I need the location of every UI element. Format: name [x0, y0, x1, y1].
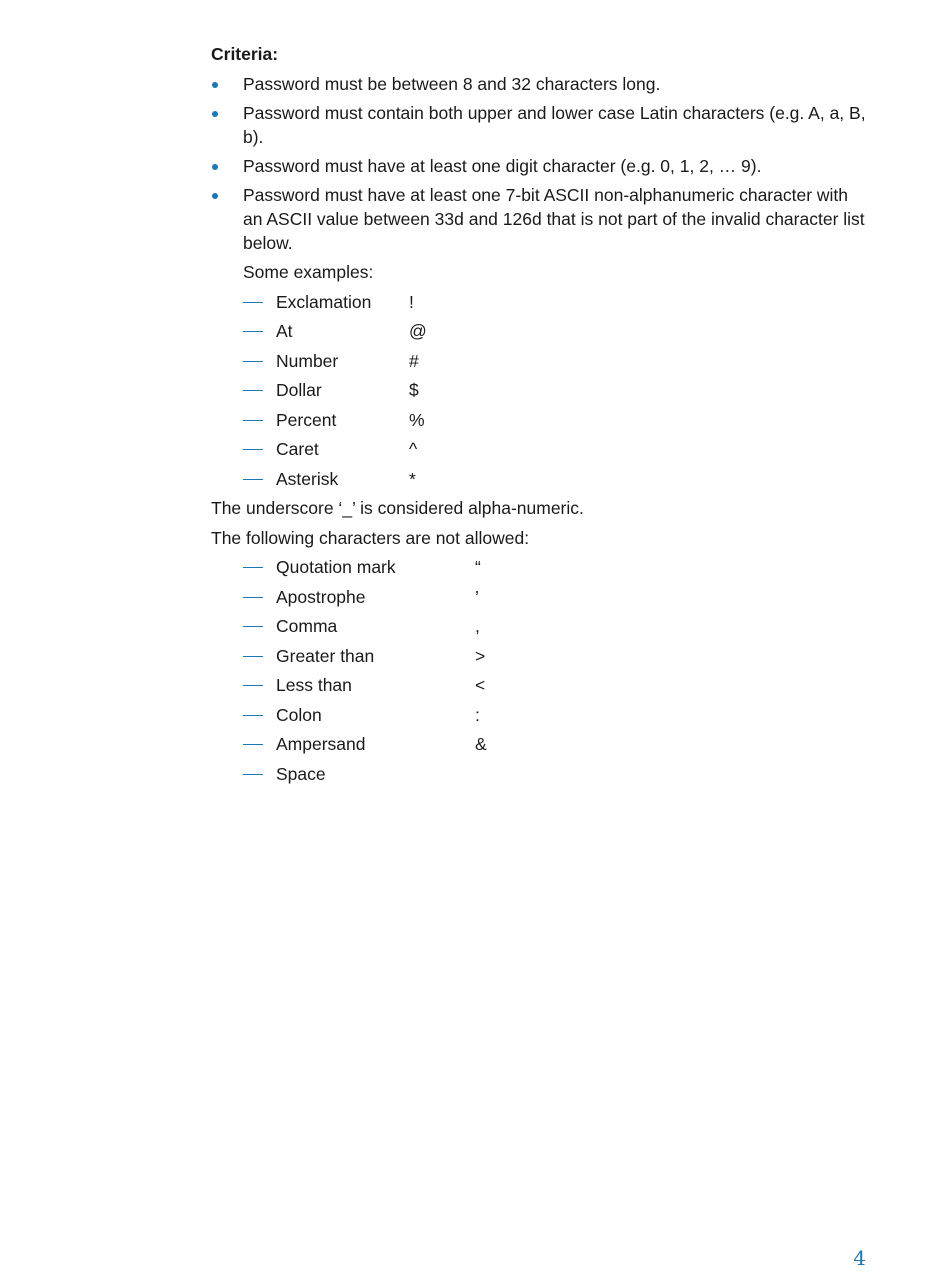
disallowed-row — [211, 644, 871, 668]
character-name: Percent — [276, 409, 337, 430]
allowed-example-row — [211, 378, 871, 402]
allowed-example-row — [211, 467, 871, 491]
character-name: Space — [276, 763, 326, 784]
character-name: Quotation mark — [276, 557, 396, 577]
criteria-text: Password must be between 8 and 32 characters long. — [243, 74, 661, 94]
dash-icon — [243, 449, 263, 450]
allowed-example-row — [211, 319, 871, 343]
character-name: Less than — [276, 675, 352, 695]
bullet-icon — [212, 164, 218, 170]
criteria-heading: Criteria: — [211, 44, 279, 64]
character-symbol: “ — [475, 557, 481, 577]
character-name: Apostrophe — [276, 586, 366, 607]
character-symbol: , — [475, 616, 480, 636]
dash-icon — [243, 420, 263, 421]
disallowed-row — [211, 555, 871, 579]
character-symbol: ’ — [475, 586, 479, 607]
allowed-example-row — [211, 437, 871, 461]
allowed-examples-list — [211, 290, 871, 491]
disallowed-row — [211, 614, 871, 638]
dash-icon — [243, 715, 263, 716]
dash-icon — [243, 390, 263, 391]
character-symbol: @ — [409, 321, 427, 341]
character-name: Greater than — [276, 645, 375, 666]
character-symbol: $ — [409, 380, 419, 400]
character-name: Comma — [276, 616, 338, 636]
character-symbol: ! — [409, 291, 414, 312]
character-symbol: : — [475, 704, 480, 725]
allowed-example-row — [211, 349, 871, 373]
character-name: Colon — [276, 704, 322, 725]
disallowed-row — [211, 732, 871, 756]
allowed-example-row — [211, 408, 871, 432]
criteria-text: Password must have at least one digit character (e.g. 0, 1, 2, … 9). — [243, 156, 762, 176]
page-number: 4 — [853, 1246, 866, 1270]
character-name: Caret — [276, 439, 319, 459]
examples-label: Some examples: — [243, 262, 374, 282]
character-symbol: ^ — [409, 439, 418, 459]
criteria-text: Password must have at least one 7-bit ASCII non-alphanumeric character with an ASCII value between 33d and 126d that is not part of the invalid character list below. — [243, 185, 865, 253]
dash-icon — [243, 656, 263, 657]
document-body — [211, 42, 871, 791]
underscore-note: The underscore ‘_’ is considered alpha-numeric. — [211, 498, 584, 518]
criteria-item — [211, 154, 871, 178]
character-name: Exclamation — [276, 291, 372, 312]
bullet-icon — [212, 82, 218, 88]
dash-icon — [243, 744, 263, 745]
dash-icon — [243, 361, 263, 362]
dash-icon — [243, 302, 263, 303]
criteria-item — [211, 183, 871, 255]
dash-icon — [243, 597, 263, 598]
dash-icon — [243, 774, 263, 775]
character-name: Asterisk — [276, 468, 339, 489]
dash-icon — [243, 685, 263, 686]
criteria-list — [211, 72, 871, 255]
dash-icon — [243, 626, 263, 627]
character-symbol: > — [475, 645, 486, 666]
dash-icon — [243, 479, 263, 480]
dash-icon — [243, 331, 263, 332]
character-symbol: * — [409, 468, 416, 489]
criteria-item — [211, 101, 871, 149]
allowed-example-row — [211, 290, 871, 314]
disallowed-row — [211, 585, 871, 609]
disallowed-row — [211, 762, 871, 786]
character-symbol: % — [409, 409, 425, 430]
criteria-text: Password must contain both upper and lower case Latin characters (e.g. A, a, B, b). — [243, 103, 866, 147]
bullet-icon — [212, 193, 218, 199]
character-name: Ampersand — [276, 734, 366, 754]
bullet-icon — [212, 111, 218, 117]
disallowed-list — [211, 555, 871, 786]
character-symbol: & — [475, 734, 487, 754]
character-symbol: # — [409, 350, 419, 371]
character-name: Dollar — [276, 380, 322, 400]
disallowed-row — [211, 673, 871, 697]
character-name: At — [276, 321, 293, 341]
criteria-item — [211, 72, 871, 96]
dash-icon — [243, 567, 263, 568]
disallowed-row — [211, 703, 871, 727]
character-name: Number — [276, 350, 339, 371]
not-allowed-intro: The following characters are not allowed: — [211, 527, 530, 548]
character-symbol: < — [475, 675, 486, 695]
